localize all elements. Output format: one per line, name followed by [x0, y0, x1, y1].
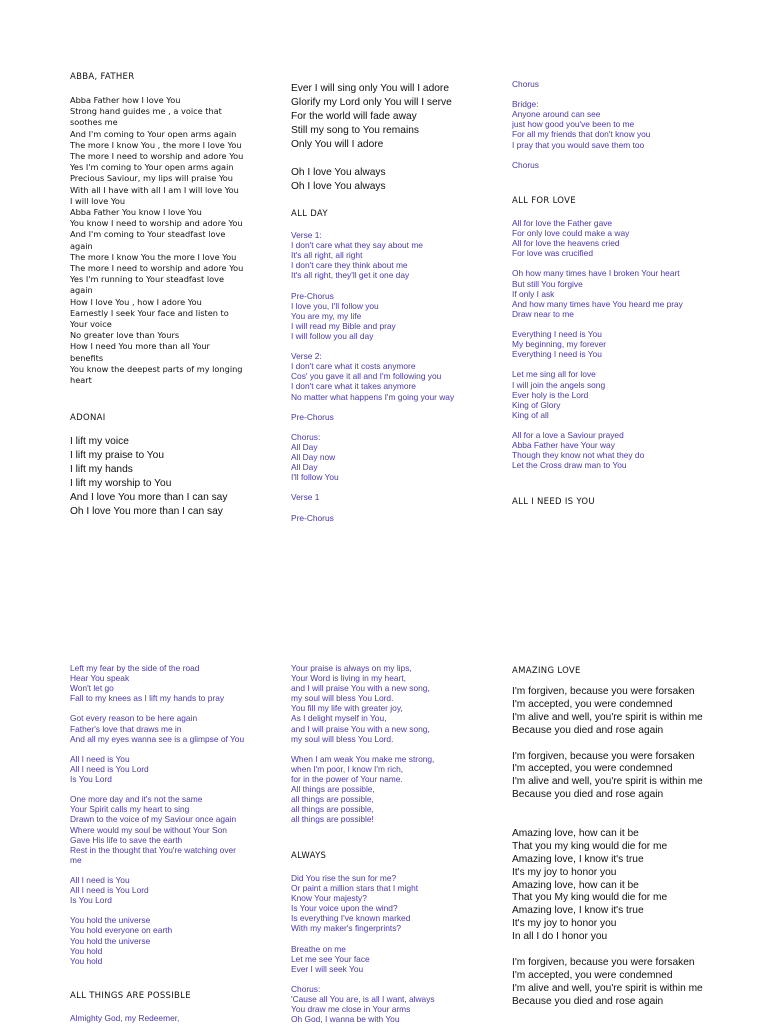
lyric-line: Drawn to the voice of my Saviour once again	[70, 814, 237, 825]
lyric-line: and I will praise You with a new song,	[291, 723, 430, 734]
column-3-all-i-need	[512, 497, 730, 507]
stanza-break	[291, 974, 509, 984]
column-1-adonai	[70, 413, 288, 519]
lyric-line: Pre-Chorus	[291, 411, 334, 422]
lyric-line: All Day	[291, 441, 318, 452]
all-things-possible-continued-lyrics	[291, 663, 509, 825]
abba-father-continued-lyrics	[291, 82, 509, 194]
lyric-line: And I'm coming to Your open arms again	[70, 128, 237, 139]
stanza-break	[512, 319, 730, 329]
song-title-abba-father: ABBA, FATHER	[70, 72, 135, 82]
lyric-line: again	[70, 240, 93, 251]
lyric-line: All Day now	[291, 452, 336, 463]
song-title-all-day: ALL DAY	[291, 209, 328, 219]
stanza-break	[70, 744, 288, 754]
stanza-break	[291, 422, 509, 432]
stanza-break	[291, 934, 509, 944]
lyric-line: I lift my worship to You	[70, 478, 172, 489]
lyric-line: Or paint a million stars that I might	[291, 883, 419, 894]
stanza-break	[512, 150, 730, 160]
column-2	[291, 82, 509, 194]
lyric-line: Breathe on me	[291, 943, 346, 954]
lyric-line: Let me sing all for love	[512, 369, 596, 380]
song-title-all-things-are-possible: ALL THINGS ARE POSSIBLE	[70, 991, 191, 1001]
song-title-all-i-need-is-you: ALL I NEED IS YOU	[512, 497, 595, 507]
lyric-line: Oh I love You more than I can say	[70, 506, 223, 517]
lyric-line: All I need is You Lord	[70, 763, 149, 774]
stanza-break	[70, 703, 288, 713]
stanza-break	[512, 89, 730, 99]
lyric-line: Still my song to You remains	[291, 125, 419, 136]
lyric-line: Let me see Your face	[291, 953, 370, 964]
lyric-line: No matter what happens I'm going your way	[291, 391, 455, 402]
lyric-line: Oh I love You always	[291, 167, 386, 178]
lyric-line: heart	[70, 375, 92, 386]
column-1	[70, 663, 288, 966]
lyric-line: You fill my life with greater joy,	[291, 703, 403, 714]
lyric-line: Is Your voice upon the wind?	[291, 903, 398, 914]
lyric-line: Your voice	[70, 319, 112, 330]
lyric-line: I lift my praise to You	[70, 450, 164, 461]
lyric-line: All for a love a Saviour prayed	[512, 429, 624, 440]
stanza-break	[512, 359, 730, 369]
lyric-line: You hold the universe	[70, 915, 151, 926]
lyric-line: I'm alive and well, you're spirit is within me	[512, 711, 703, 723]
lyric-line: my soul will bless You Lord.	[291, 733, 394, 744]
lyric-line: all things are possible,	[291, 804, 374, 815]
lyric-line: But still You forgive	[512, 278, 583, 289]
lyric-line: Only You will I adore	[291, 139, 384, 150]
lyric-line: Chorus:	[291, 984, 321, 995]
lyric-line: Got every reason to be here again	[70, 713, 198, 724]
adonai-lyrics	[70, 435, 288, 519]
lyric-line: Oh how many times have I broken Your heart	[512, 268, 680, 279]
lyrics-page-2	[0, 512, 768, 1024]
lyric-line: Chorus:	[291, 431, 321, 442]
always-lyrics	[291, 873, 509, 1024]
lyric-line: For love was crucified	[512, 248, 593, 259]
lyric-line: Pre-Chorus	[291, 512, 334, 523]
lyric-line: Your Spirit calls my heart to sing	[70, 804, 190, 815]
lyric-line: just how good you've been to me	[512, 119, 635, 130]
column-2	[291, 663, 509, 825]
lyric-line: Earnestly I seek Your face and listen to	[70, 307, 229, 318]
column-1	[70, 72, 288, 386]
lyric-line: Precious Saviour, my lips will praise You	[70, 173, 233, 184]
lyric-line: Ever I will seek You	[291, 963, 364, 974]
stanza-break	[291, 482, 509, 492]
lyric-line: Verse 1	[291, 492, 320, 503]
lyric-line: I don't care what they say about me	[291, 240, 423, 251]
song-title-all-for-love: ALL FOR LOVE	[512, 196, 576, 206]
lyric-line: Amazing love, I know it's true	[512, 853, 644, 865]
lyric-line: And I love You more than I can say	[70, 492, 228, 503]
lyric-line: And all my eyes wanna see is a glimpse of You	[70, 733, 245, 744]
lyric-line: The more I need to worship and adore You	[70, 151, 244, 162]
stanza-break	[512, 738, 730, 751]
lyric-line: King of all	[512, 409, 549, 420]
song-title-always: ALWAYS	[291, 851, 327, 861]
lyric-line: All Day	[291, 462, 318, 473]
lyric-line: Verse 1:	[291, 230, 322, 240]
lyric-line: Everything I need is You	[512, 349, 602, 360]
lyric-line: It's my joy to honor you	[512, 866, 617, 878]
stanza-break	[512, 258, 730, 268]
all-day-continued-lyrics	[512, 79, 730, 170]
lyric-line: And I'm coming to Your steadfast love	[70, 229, 226, 240]
lyric-line: I'm accepted, you were condemned	[512, 969, 673, 981]
lyric-line: Is You Lord	[70, 774, 112, 785]
lyric-line: Though they know not what they do	[512, 450, 645, 461]
lyric-line: I love you, I'll follow you	[291, 300, 379, 311]
lyric-line: I lift my hands	[70, 464, 133, 475]
lyric-line: Fall to my knees as I lift my hands to pray	[70, 693, 225, 704]
lyric-line: Chorus	[512, 79, 539, 89]
lyric-line: Is everything I've known marked	[291, 913, 411, 924]
lyric-line: When I am weak You make me strong,	[291, 753, 435, 764]
lyric-line: Abba Father have Your way	[512, 440, 615, 451]
lyric-line: Ever I will sing only You will I adore	[291, 83, 449, 94]
lyric-line: Yes I'm running to Your steadfast love	[70, 274, 225, 285]
lyric-line: You hold everyone on earth	[70, 925, 173, 936]
song-title-adonai: ADONAI	[70, 413, 106, 423]
lyric-line: I lift my voice	[70, 436, 129, 447]
lyric-line: I'm accepted, you were condemned	[512, 698, 673, 710]
lyric-line: Amazing love, how can it be	[512, 827, 639, 839]
lyric-line: Hear You speak	[70, 673, 130, 684]
lyric-line: With all I have with all I am I will love You	[70, 184, 239, 195]
lyric-line: Oh God, I wanna be with You	[291, 1014, 400, 1024]
lyric-line: I'm accepted, you were condemned	[512, 763, 673, 775]
stanza-break	[291, 744, 509, 754]
lyric-line: I will follow you all day	[291, 330, 374, 341]
lyric-line: me	[70, 854, 82, 865]
lyric-line: All for love the heavens cried	[512, 238, 620, 249]
stanza-break	[291, 341, 509, 351]
lyric-line: again	[70, 285, 93, 296]
lyric-line: when I'm poor, I know I'm rich,	[291, 763, 404, 774]
lyric-line: King of Glory	[512, 399, 561, 410]
lyric-line: Everything I need is You	[512, 329, 602, 340]
lyric-line: Because you died and rose again	[512, 995, 664, 1007]
lyric-line: All for love the Father gave	[512, 218, 613, 228]
lyric-line: Left my fear by the side of the road	[70, 663, 200, 673]
lyric-line: It's all right, all right	[291, 250, 363, 261]
lyric-line: All things are possible,	[291, 784, 375, 795]
lyric-line: That you My king would die for me	[512, 892, 668, 904]
lyric-line: Draw near to me	[512, 308, 574, 319]
lyric-line: Bridge:	[512, 99, 539, 110]
lyric-line: You hold	[70, 945, 103, 956]
lyric-line: As I delight myself in You,	[291, 713, 387, 724]
lyric-line: Ever holy is the Lord	[512, 389, 589, 400]
lyric-line: In all I do I honor you	[512, 931, 608, 943]
lyric-line: No greater love than Yours	[70, 330, 180, 341]
stanza-break	[291, 152, 509, 166]
lyric-line: I'm alive and well, you're spirit is within me	[512, 776, 703, 788]
lyric-line: You draw me close in Your arms	[291, 1004, 411, 1015]
lyric-line: I'll follow You	[291, 472, 339, 483]
lyric-line: Glorify my Lord only You will I serve	[291, 97, 452, 108]
lyric-line: I don't care they think about me	[291, 260, 408, 271]
lyric-line: I'm forgiven, because you were forsaken	[512, 750, 695, 762]
lyric-line: Verse 2:	[291, 351, 322, 362]
lyric-line: benefits	[70, 352, 104, 363]
lyric-line: For the world will fade away	[291, 111, 417, 122]
lyric-line: You know the deepest parts of my longing	[70, 363, 243, 374]
lyric-line: It's my joy to honor you	[512, 918, 617, 930]
lyric-line: For only love could make a way	[512, 228, 630, 239]
lyric-line: You know I need to worship and adore You	[70, 218, 243, 229]
stanza-break	[291, 280, 509, 290]
all-i-need-is-you-lyrics	[70, 663, 288, 966]
lyric-line: Amazing love, I know it's true	[512, 905, 644, 917]
lyric-line: soothes me	[70, 117, 118, 128]
stanza-break	[291, 402, 509, 412]
lyric-line: It's all right, they'll get it one day	[291, 270, 410, 281]
lyric-line: If only I ask	[512, 288, 555, 299]
lyric-line: Father's love that draws me in	[70, 723, 182, 734]
lyric-line: That you my king would die for me	[512, 840, 668, 852]
lyric-line: With my maker's fingerprints?	[291, 923, 402, 934]
lyric-line: Your Word is living in my heart,	[291, 673, 406, 684]
lyric-line: You are my, my life	[291, 310, 362, 321]
lyric-line: Cos' you gave it all and I'm following you	[291, 371, 442, 382]
lyric-line: The more I know You , the more I love You	[70, 139, 242, 150]
all-things-possible-lyrics	[70, 1013, 288, 1023]
lyric-line: You hold	[70, 955, 103, 966]
all-day-lyrics	[291, 230, 509, 523]
stanza-break	[512, 802, 730, 815]
lyric-line: I'm alive and well, you're spirit is within me	[512, 982, 703, 994]
column-3	[512, 79, 730, 170]
lyric-line: Is You Lord	[70, 895, 112, 906]
column-1-all-things-possible	[70, 991, 288, 1023]
lyric-line: Because you died and rose again	[512, 789, 664, 801]
lyric-line: for in the power of Your name.	[291, 774, 403, 785]
lyric-line: Strong hand guides me , a voice that	[70, 106, 222, 117]
lyric-line: I'm forgiven, because you were forsaken	[512, 956, 695, 968]
lyric-line: The more I need to worship and adore You	[70, 263, 244, 274]
lyric-line: Know Your majesty?	[291, 893, 367, 904]
lyric-line: All I need is You	[70, 753, 130, 764]
stanza-break	[512, 815, 730, 828]
lyric-line: I don't care what it costs anymore	[291, 361, 416, 372]
lyric-line: The more I know You the more I love You	[70, 251, 237, 262]
song-title-amazing-love: AMAZING LOVE	[512, 666, 581, 676]
lyric-line: and I will praise You with a new song,	[291, 683, 430, 694]
lyric-line: I will read my Bible and pray	[291, 320, 396, 331]
lyric-line: I will love You	[70, 195, 126, 206]
lyric-line: Yes I'm coming to Your open arms again	[70, 162, 234, 173]
stanza-break	[70, 865, 288, 875]
lyric-line: my soul will bless You Lord.	[291, 693, 394, 704]
lyric-line: Anyone around can see	[512, 109, 601, 120]
stanza-break	[70, 905, 288, 915]
lyric-line: Did You rise the sun for me?	[291, 873, 397, 883]
column-3-all-for-love	[512, 196, 730, 470]
lyric-line: Oh I love You always	[291, 181, 386, 192]
lyric-line: Amazing love, how can it be	[512, 879, 639, 891]
lyric-line: For all my friends that don't know you	[512, 129, 651, 140]
all-for-love-lyrics	[512, 218, 730, 470]
lyric-line: Pre-Chorus	[291, 290, 334, 301]
lyric-line: I pray that you would save them too	[512, 139, 645, 150]
lyric-line: I will join the angels song	[512, 379, 606, 390]
stanza-break	[70, 784, 288, 794]
lyric-line: Abba Father You know I love You	[70, 207, 202, 218]
abba-father-lyrics	[70, 95, 288, 386]
lyric-line: How I need You more than all Your	[70, 341, 210, 352]
lyric-line: Let the Cross draw man to You	[512, 460, 627, 471]
lyric-line: all things are possible,	[291, 794, 374, 805]
lyric-line: 'Cause all You are, is all I want, always	[291, 994, 435, 1005]
column-3-amazing-love	[512, 666, 730, 1009]
lyric-line: And how many times have You heard me pray	[512, 298, 683, 309]
lyric-line: Where would my soul be without Your Son	[70, 824, 227, 835]
stanza-break	[512, 420, 730, 430]
lyric-line: One more day and it's not the same	[70, 794, 203, 805]
lyric-line: All I need is You	[70, 874, 130, 885]
lyric-line: Rest in the thought that You're watching over	[70, 844, 236, 855]
amazing-love-lyrics	[512, 686, 730, 1009]
lyric-line: Almighty God, my Redeemer,	[70, 1013, 180, 1023]
lyric-line: You hold the universe	[70, 935, 151, 946]
stanza-break	[512, 944, 730, 957]
lyric-line: How I love You , how I adore You	[70, 296, 202, 307]
lyric-line: Gave His life to save the earth	[70, 834, 183, 845]
lyric-line: I don't care what it takes anymore	[291, 381, 416, 392]
lyric-line: Chorus	[512, 159, 539, 170]
lyric-line: Because you died and rose again	[512, 724, 664, 736]
lyric-line: Your praise is always on my lips,	[291, 663, 412, 673]
lyric-line: All I need is You Lord	[70, 885, 149, 896]
lyric-line: Abba Father how I love You	[70, 95, 181, 105]
lyric-line: all things are possible!	[291, 814, 374, 825]
lyric-line: My beginning, my forever	[512, 339, 607, 350]
lyric-line: Won't let go	[70, 683, 114, 694]
column-2-all-day	[291, 209, 509, 523]
column-2-always	[291, 851, 509, 1024]
lyric-line: I'm forgiven, because you were forsaken	[512, 686, 695, 697]
